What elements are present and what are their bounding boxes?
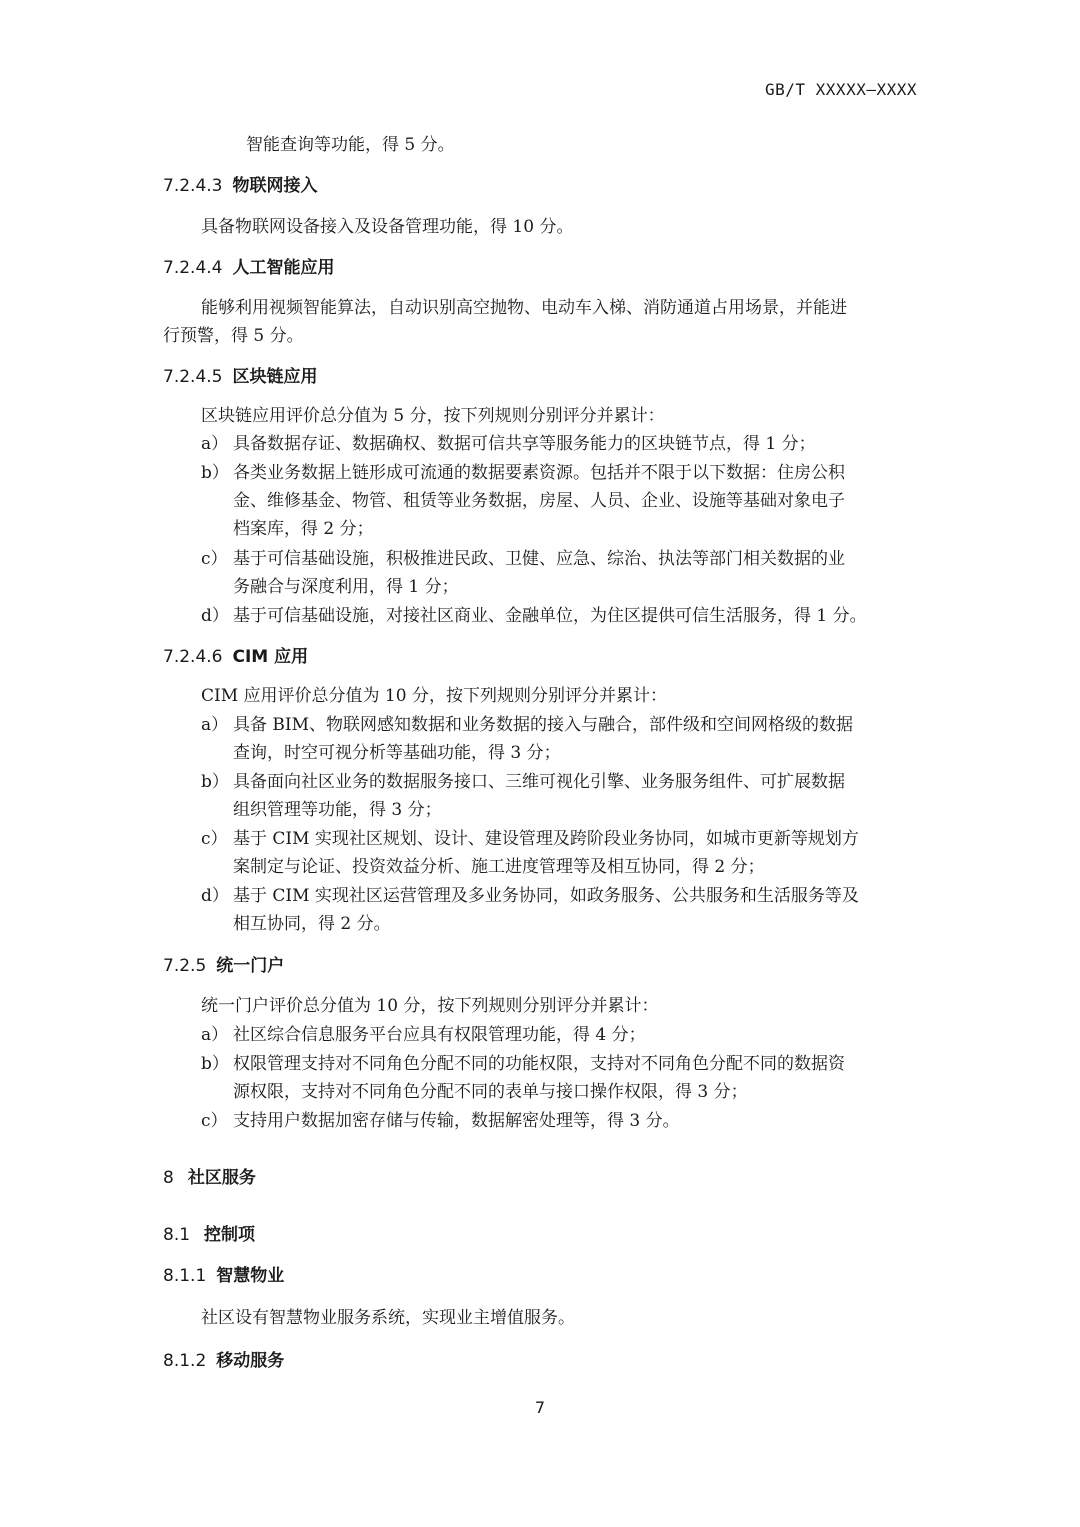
section-number: 7.2.4.5 [163,367,223,387]
list-item-text: 各类业务数据上链形成可流通的数据要素资源。包括并不限于以下数据：住房公积 [233,463,845,483]
section-title: 统一门户 [216,956,285,976]
list-item-text: 权限管理支持对不同角色分配不同的功能权限，支持对不同角色分配不同的数据资 [233,1054,845,1074]
section-8-1-2-heading [163,1347,284,1375]
list-item-text: 源权限，支持对不同角色分配不同的表单与接口操作权限，得 3 分； [233,1082,748,1102]
section-7-2-4-3-heading [163,172,317,200]
page-number: 7 [534,1398,546,1417]
para-line: CIM 应用评价总分值为 10 分，按下列规则分别评分并累计： [201,686,667,706]
section-8-1-heading [163,1221,255,1249]
list-item-text: 具备数据存证、数据确权、数据可信共享等服务能力的区块链节点，得 1 分； [233,434,816,454]
section-7-2-4-4-heading [163,254,334,282]
section-number: 7.2.5 [163,956,207,976]
section-title: 控制项 [204,1225,256,1245]
list-item-text: 社区综合信息服务平台应具有权限管理功能，得 4 分； [233,1025,646,1045]
list-label: a） [201,1025,229,1045]
section-number: 7.2.4.6 [163,647,223,667]
section-title: 移动服务 [216,1351,285,1371]
section-title: 智慧物业 [216,1266,285,1286]
list-label: c） [201,829,228,849]
section-number: 8 [163,1168,174,1188]
section-number: 7.2.4.3 [163,176,223,196]
list-item-text: 支持用户数据加密存储与传输，数据解密处理等，得 3 分。 [233,1111,680,1131]
list-label: b） [201,463,229,483]
list-item-text: 基于可信基础设施，积极推进民政、卫健、应急、综治、执法等部门相关数据的业 [233,549,845,569]
section-number: 8.1 [163,1225,191,1245]
list-item-text: 基于可信基础设施，对接社区商业、金融单位，为住区提供可信生活服务，得 1 分。 [233,606,867,626]
section-number: 7.2.4.4 [163,258,223,278]
section-number: 8.1.1 [163,1266,207,1286]
list-label: b） [201,1054,229,1074]
section-7-2-4-5-heading [163,363,317,391]
list-label: a） [201,715,229,735]
para-line: 社区设有智慧物业服务系统，实现业主增值服务。 [201,1308,575,1328]
list-label: d） [201,606,229,626]
para-line: 具备物联网设备接入及设备管理功能，得 10 分。 [201,217,574,237]
list-item-text: 具备面向社区业务的数据服务接口、三维可视化引擎、业务服务组件、可扩展数据 [233,772,845,792]
section-8-1-1-heading [163,1262,284,1290]
para-line: 统一门户评价总分值为 10 分，按下列规则分别评分并累计： [201,996,659,1016]
list-label: b） [201,772,229,792]
list-item-text: 具备 BIM、物联网感知数据和业务数据的接入与融合，部件级和空间网格级的数据 [233,715,854,735]
section-8-heading [163,1164,256,1192]
list-item-text: 相互协同，得 2 分。 [233,914,391,934]
list-label: c） [201,1111,228,1131]
section-title: CIM 应用 [232,647,309,667]
list-item-text: 案制定与论证、投资效益分析、施工进度管理等及相互协同，得 2 分； [233,857,765,877]
list-label: d） [201,886,229,906]
list-item-text: 档案库，得 2 分； [233,519,374,539]
para-line: 能够利用视频智能算法，自动识别高空抛物、电动车入梯、消防通道占用场景，并能进 [201,298,847,318]
para-line: 行预警，得 5 分。 [163,326,304,346]
section-7-2-5-heading [163,952,284,980]
section-title: 人工智能应用 [232,258,335,278]
list-label: a） [201,434,229,454]
section-title: 物联网接入 [232,176,318,196]
list-item-text: 务融合与深度利用，得 1 分； [233,577,459,597]
section-7-2-4-6-heading [163,643,308,671]
section-number: 8.1.2 [163,1351,207,1371]
list-item-text: 基于 CIM 实现社区规划、设计、建设管理及跨阶段业务协同，如城市更新等规划方 [233,829,859,849]
list-item-text: 组织管理等功能，得 3 分； [233,800,442,820]
para-line: 区块链应用评价总分值为 5 分，按下列规则分别评分并累计： [201,406,665,426]
section-title: 社区服务 [187,1168,256,1188]
section-title: 区块链应用 [232,367,318,387]
list-item-text: 基于 CIM 实现社区运营管理及多业务协同，如政务服务、公共服务和生活服务等及 [233,886,859,906]
doc-code-header: GB/T XXXXX—XXXX [765,80,917,99]
list-label: c） [201,549,228,569]
list-item-text: 查询，时空可视分析等基础功能，得 3 分； [233,743,561,763]
list-item-text: 金、维修基金、物管、租赁等业务数据，房屋、人员、企业、设施等基础对象电子 [233,491,845,511]
para-line: 智能查询等功能，得 5 分。 [246,135,455,155]
